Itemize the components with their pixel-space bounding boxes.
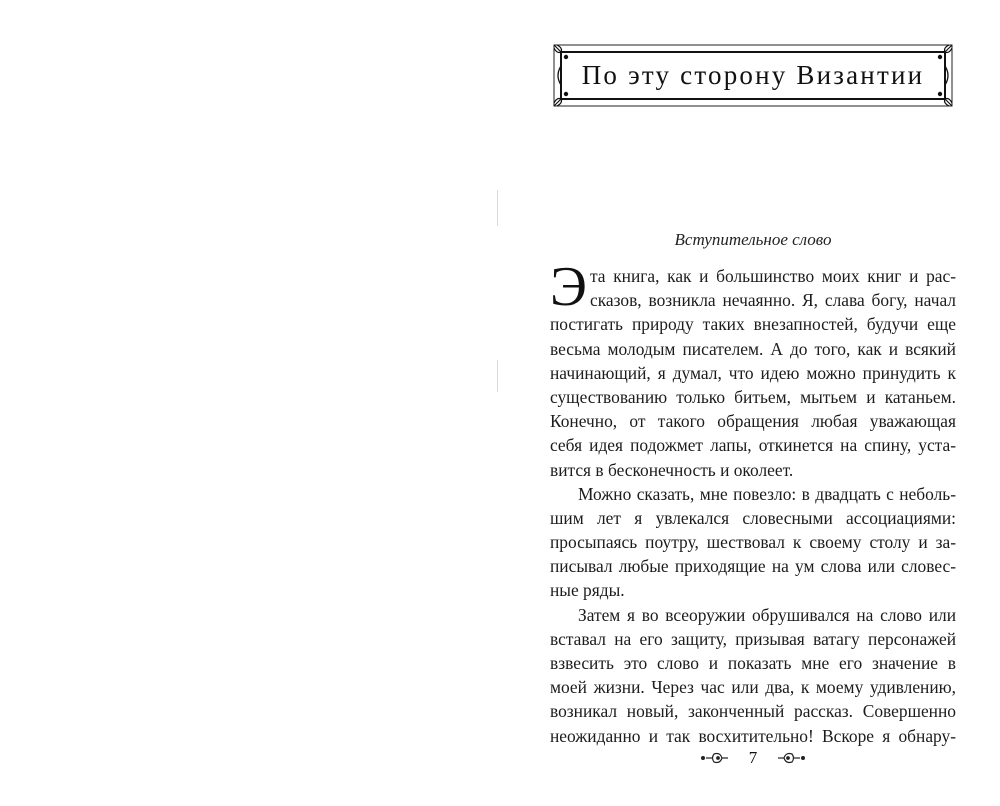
left-fleuron-icon — [700, 750, 730, 766]
text-line: вится в бесконечность и околеет. — [550, 459, 794, 480]
text-line: Можно сказать, мне повезло: в двадцать с неболь- — [578, 483, 956, 504]
text-line: моей жизни. Через час или два, к моему удивлению, — [550, 677, 956, 698]
text-line: возникал новый, законченный рассказ. Совершенно — [550, 701, 956, 722]
text-line: существованию только битьем, мытьем и катаньем. — [550, 386, 956, 407]
text-line: Затем я во всеоружии обрушивался на слово или — [578, 604, 956, 625]
text-line: шим лет я увлекался словесными ассоциациями: — [550, 507, 956, 528]
section-subtitle: Вступительное слово — [674, 230, 832, 249]
text-line: вставал на его защиту, призывая ватагу персонажей — [550, 628, 956, 649]
text-line: себя идея подожмет лапы, откинется на спину, уста- — [550, 435, 956, 456]
text-line: просыпаясь поутру, шествовал к своему столу и за- — [550, 532, 956, 553]
text-line: ные ряды. — [550, 580, 625, 601]
page-number: 7 — [748, 748, 758, 767]
text-line: постигать природу таких внезапностей, будучи еще — [550, 314, 956, 335]
text-line: та книга, как и большинство моих книг и рас- — [590, 266, 956, 286]
text-line: сказов, возникла нечаянно. Я, слава богу, начал — [590, 290, 956, 311]
drop-cap: Э — [550, 256, 587, 318]
body-text — [550, 256, 956, 748]
right-fleuron-icon — [776, 750, 806, 766]
page-folio — [700, 748, 806, 768]
text-line: весьма молодым писателем. А до того, как и всякий — [550, 338, 956, 359]
text-line: неожиданно и так восхитительно! Вскоре я обнару- — [550, 725, 956, 746]
text-line: взвесить это слово и показать мне его значение в — [550, 653, 956, 673]
gutter-mark-upper — [497, 190, 498, 226]
text-line: начинающий, я думал, что идею можно принудить к — [550, 362, 956, 383]
text-line: писывал любые приходящие на ум слова или словес- — [550, 556, 956, 577]
text-line: Конечно, от такого обращения любая уважающая — [550, 411, 956, 432]
gutter-mark-lower — [497, 360, 498, 392]
chapter-title: По эту сторону Византии — [581, 60, 925, 90]
right-page — [500, 0, 1000, 806]
chapter-title-frame — [553, 44, 953, 107]
